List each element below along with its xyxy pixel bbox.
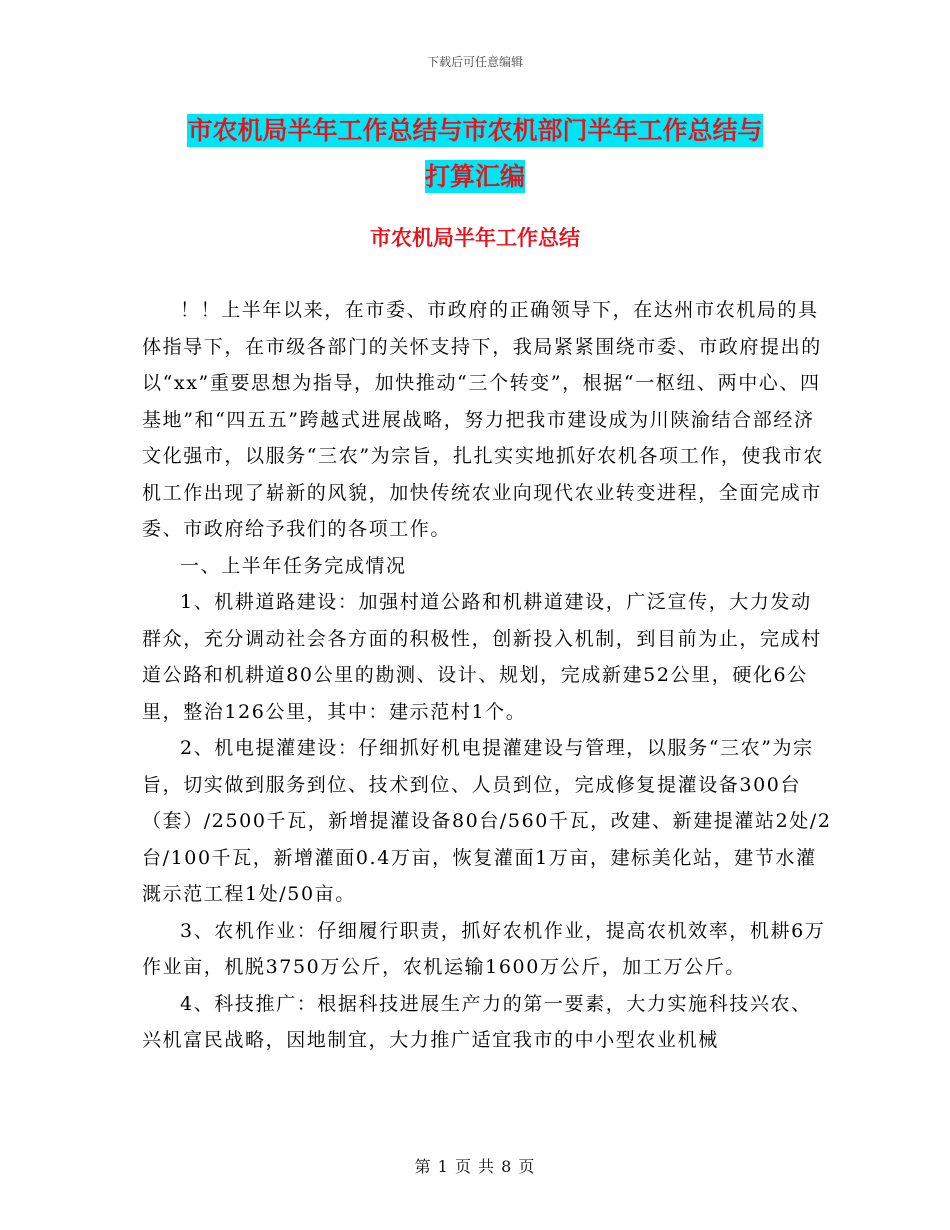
body-heading-tasks: 一、上半年任务完成情况 (180, 554, 407, 577)
body-paragraph-intro: ！！上半年以来，在市委、市政府的正确领导下，在达州市农机局的具体指导下，在市级各部门的关怀支持下，我局紧紧围绕市委、市政府提出的以“xx”重要思想为指导，加快推动“三个转变”，根据“一枢纽、两中心、四基地”和“四五五”跨越式进展战略，努力把我市建设成为川陕渝结合部经济文化强市，以服务“三农”为宗旨，扎扎实实地抓好农机各项工作，使我市农机工作出现了崭新的风貌，加快传统农业向现代农业转变进程，全面完成市委、市政府给予我们的各项工作。 (142, 299, 824, 540)
body-paragraph-operations: 3、农机作业：仔细履行职责，抓好农机作业，提高农机效率，机耕6万作业亩，机脱3750万公斤，农机运输1600万公斤，加工万公斤。 (142, 919, 826, 978)
page-header-note: 下载后可任意编辑 (426, 55, 523, 69)
document-title-line-1: 市农机局半年工作总结与市农机部门半年工作总结与 (187, 116, 763, 145)
page-number-footer: 第 1 页 共 8 页 (414, 1157, 536, 1176)
document-title (0, 108, 950, 200)
body-paragraph-technology: 4、科技推广：根据科技进展生产力的第一要素，大力实施科技兴农、兴机富民战略，因地制宜，大力推广适宜我市的中小型农业机械 (142, 992, 812, 1051)
document-title-line-2: 打算汇编 (424, 162, 525, 191)
body-paragraph-irrigation: 2、机电提灌建设：仔细抓好机电提灌建设与管理，以服务“三农”为宗旨，切实做到服务到位、技术到位、人员到位，完成修复提灌设备300台（套）/2500千瓦，新增提灌设备80台/560千瓦，改建、新建提灌站2处/2台/100千瓦，新增灌面0.4万亩，恢复灌面1万亩，建标美化站，建节水灌溉示范工程1处/50亩。 (142, 737, 832, 905)
section-title: 市农机局半年工作总结 (370, 226, 580, 250)
body-paragraph-roads: 1、机耕道路建设：加强村道公路和机耕道建设，广泛宣传，大力发动群众，充分调动社会各方面的积极性，创新投入机制，到目前为止，完成村道公路和机耕道80公里的勘测、设计、规划，完成新建52公里，硬化6公里，整治126公里，其中：建示范村1个。 (142, 591, 822, 723)
document-body (142, 292, 832, 1059)
